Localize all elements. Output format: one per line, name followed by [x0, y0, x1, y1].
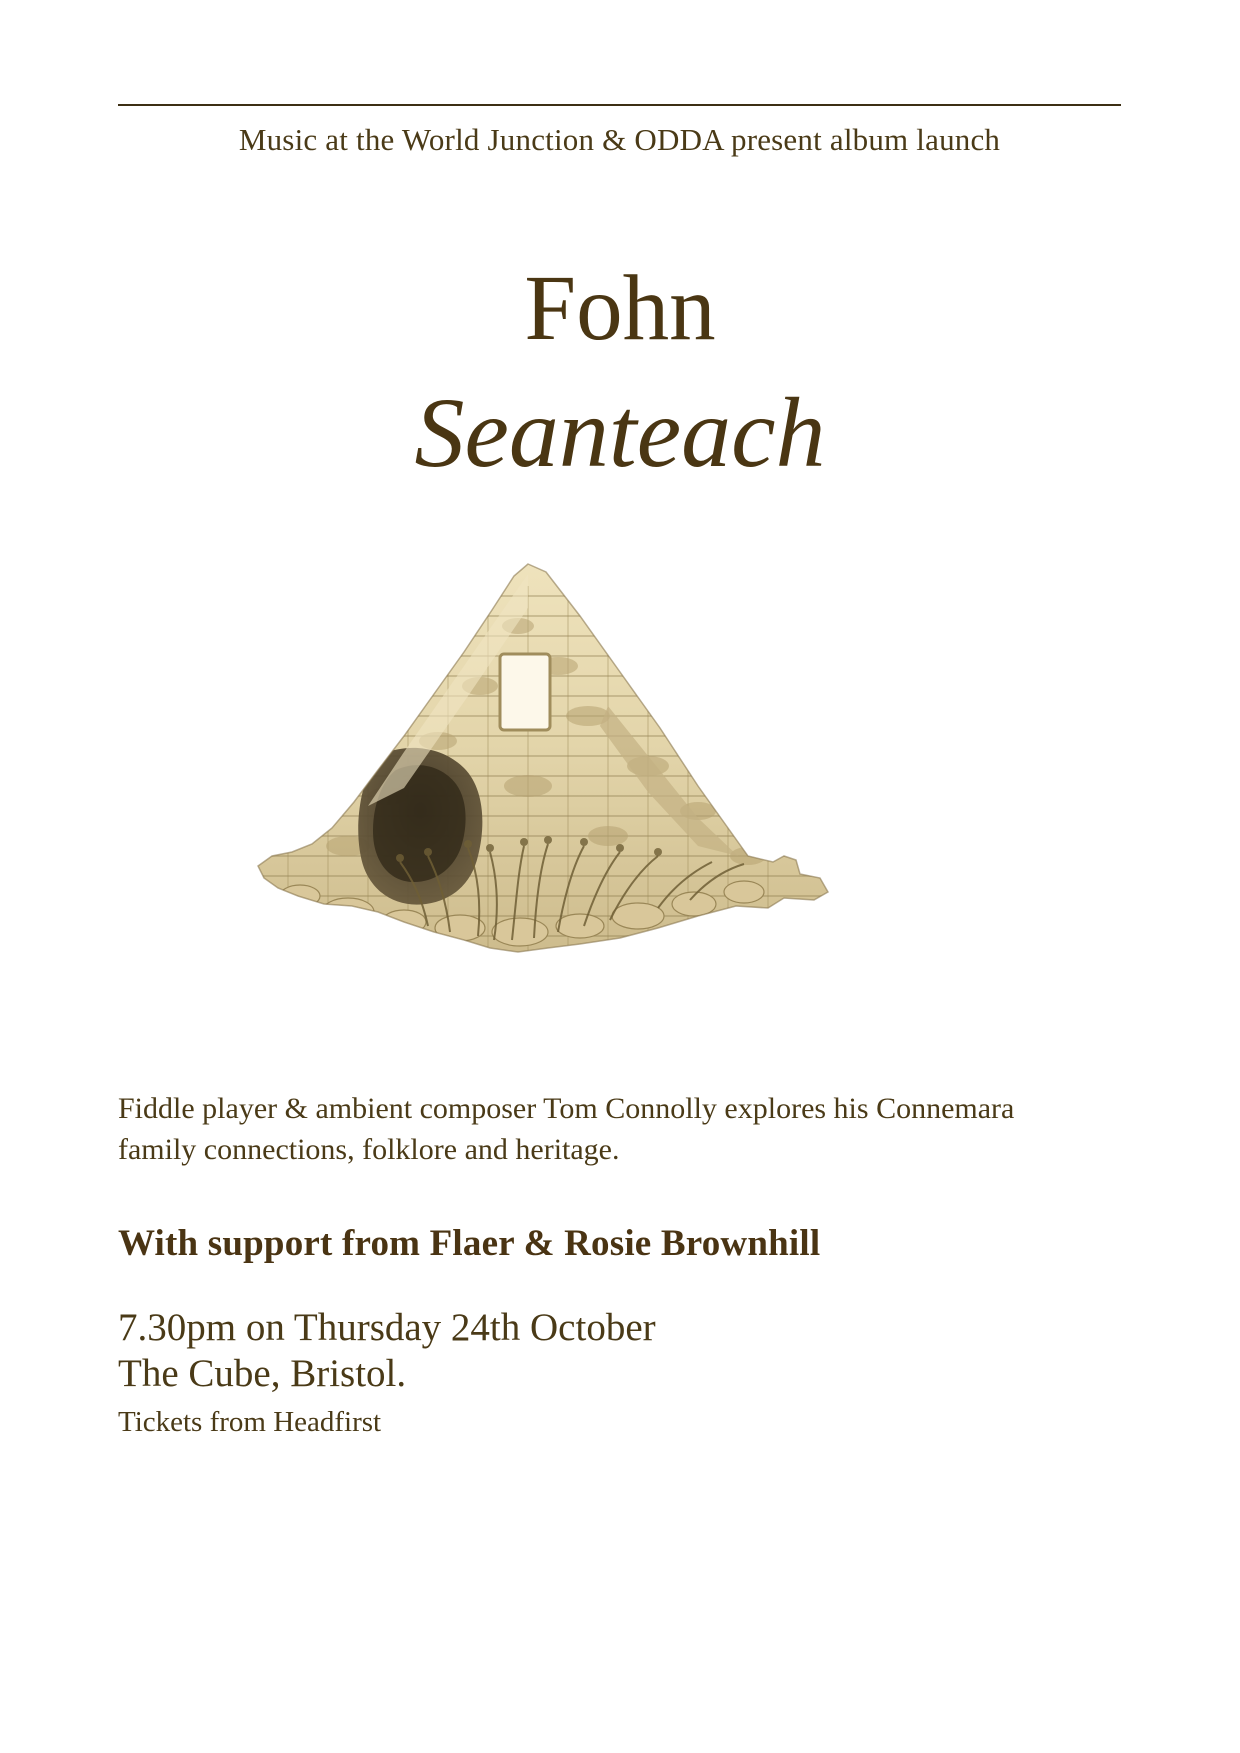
artist-name: Fohn: [524, 257, 716, 360]
presenter-line: Music at the World Junction & ODDA present album launch: [238, 122, 1001, 157]
album-title: Seanteach: [414, 377, 826, 488]
description-text: Fiddle player & ambient composer Tom Connolly explores his Connemara family connections, folklore and heritage.: [118, 1092, 1015, 1167]
event-details: [118, 1305, 1078, 1445]
event-time-date: 7.30pm on Thursday 24th October: [118, 1306, 656, 1349]
header-divider: [118, 104, 1121, 106]
event-venue: The Cube, Bristol.: [118, 1352, 407, 1396]
ruined-cottage-artwork: [228, 556, 848, 976]
support-acts-line: With support from Flaer & Rosie Brownhill: [118, 1223, 821, 1264]
ticket-info: Tickets from Headfirst: [118, 1406, 382, 1439]
